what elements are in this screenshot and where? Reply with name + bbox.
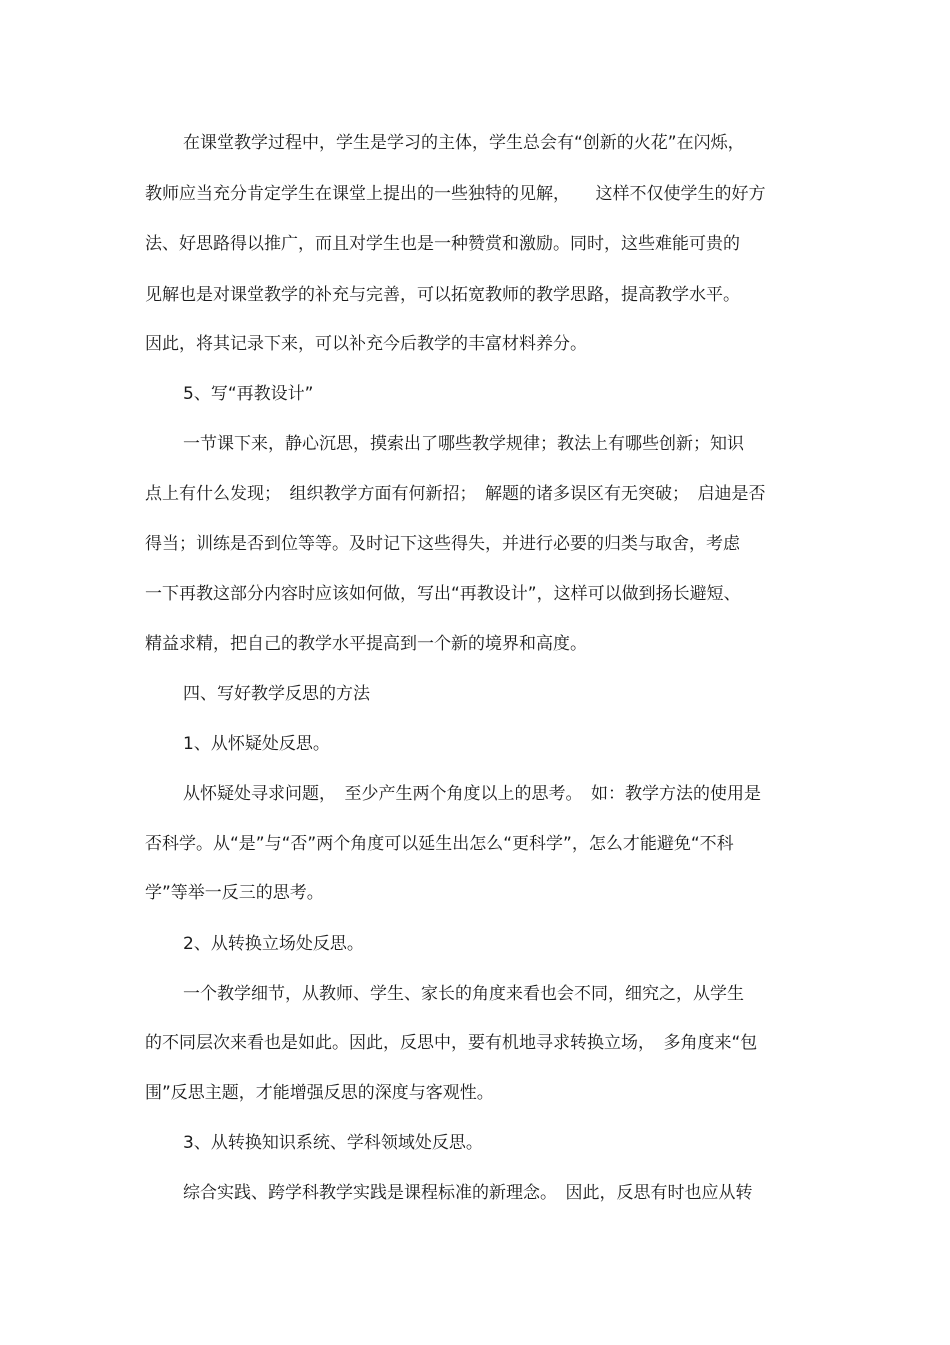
subsection-heading: 2、从转换立场处反思。 <box>183 934 364 954</box>
section-heading: 5、写“再教设计” <box>183 384 314 404</box>
paragraph-line: 教师应当充分肯定学生在课堂上提出的一些独特的见解， 这样不仅使学生的好方 <box>145 184 766 204</box>
paragraph-line: 法、好思路得以推广，而且对学生也是一种赞赏和激励。同时，这些难能可贵的 <box>145 234 740 254</box>
paragraph-line: 因此，将其记录下来，可以补充今后教学的丰富材料养分。 <box>145 334 587 354</box>
paragraph-line: 否科学。从“是”与“否”两个角度可以延生出怎么“更科学”，怎么才能避免“不科 <box>145 834 734 854</box>
subsection-heading: 1、从怀疑处反思。 <box>183 734 330 754</box>
paragraph-line: 综合实践、跨学科教学实践是课程标准的新理念。 因此，反思有时也应从转 <box>183 1183 753 1203</box>
paragraph-line: 点上有什么发现； 组织教学方面有何新招； 解题的诸多误区有无突破； 启迪是否 <box>145 484 766 504</box>
paragraph-line: 围”反思主题，才能增强反思的深度与客观性。 <box>145 1083 494 1103</box>
paragraph-line: 学”等举一反三的思考。 <box>145 883 324 903</box>
paragraph-line: 得当；训练是否到位等等。及时记下这些得失，并进行必要的归类与取舍，考虑 <box>145 534 740 554</box>
paragraph-line: 精益求精，把自己的教学水平提高到一个新的境界和高度。 <box>145 634 587 654</box>
paragraph-line: 从怀疑处寻求问题， 至少产生两个角度以上的思考。 如：教学方法的使用是 <box>183 784 761 804</box>
subsection-heading: 3、从转换知识系统、学科领域处反思。 <box>183 1133 483 1153</box>
paragraph-line: 在课堂教学过程中，学生是学习的主体，学生总会有“创新的火花”在闪烁， <box>183 133 745 153</box>
section-heading: 四、写好教学反思的方法 <box>183 684 370 704</box>
paragraph-line: 的不同层次来看也是如此。因此，反思中，要有机地寻求转换立场， 多角度来“包 <box>145 1033 758 1053</box>
paragraph-line: 一个教学细节，从教师、学生、家长的角度来看也会不同，细究之，从学生 <box>183 984 744 1004</box>
paragraph-line: 一下再教这部分内容时应该如何做，写出“再教设计”，这样可以做到扬长避短、 <box>145 584 741 604</box>
paragraph-line: 一节课下来，静心沉思，摸索出了哪些教学规律；教法上有哪些创新；知识 <box>183 434 744 454</box>
paragraph-line: 见解也是对课堂教学的补充与完善，可以拓宽教师的教学思路，提高教学水平。 <box>145 285 740 305</box>
